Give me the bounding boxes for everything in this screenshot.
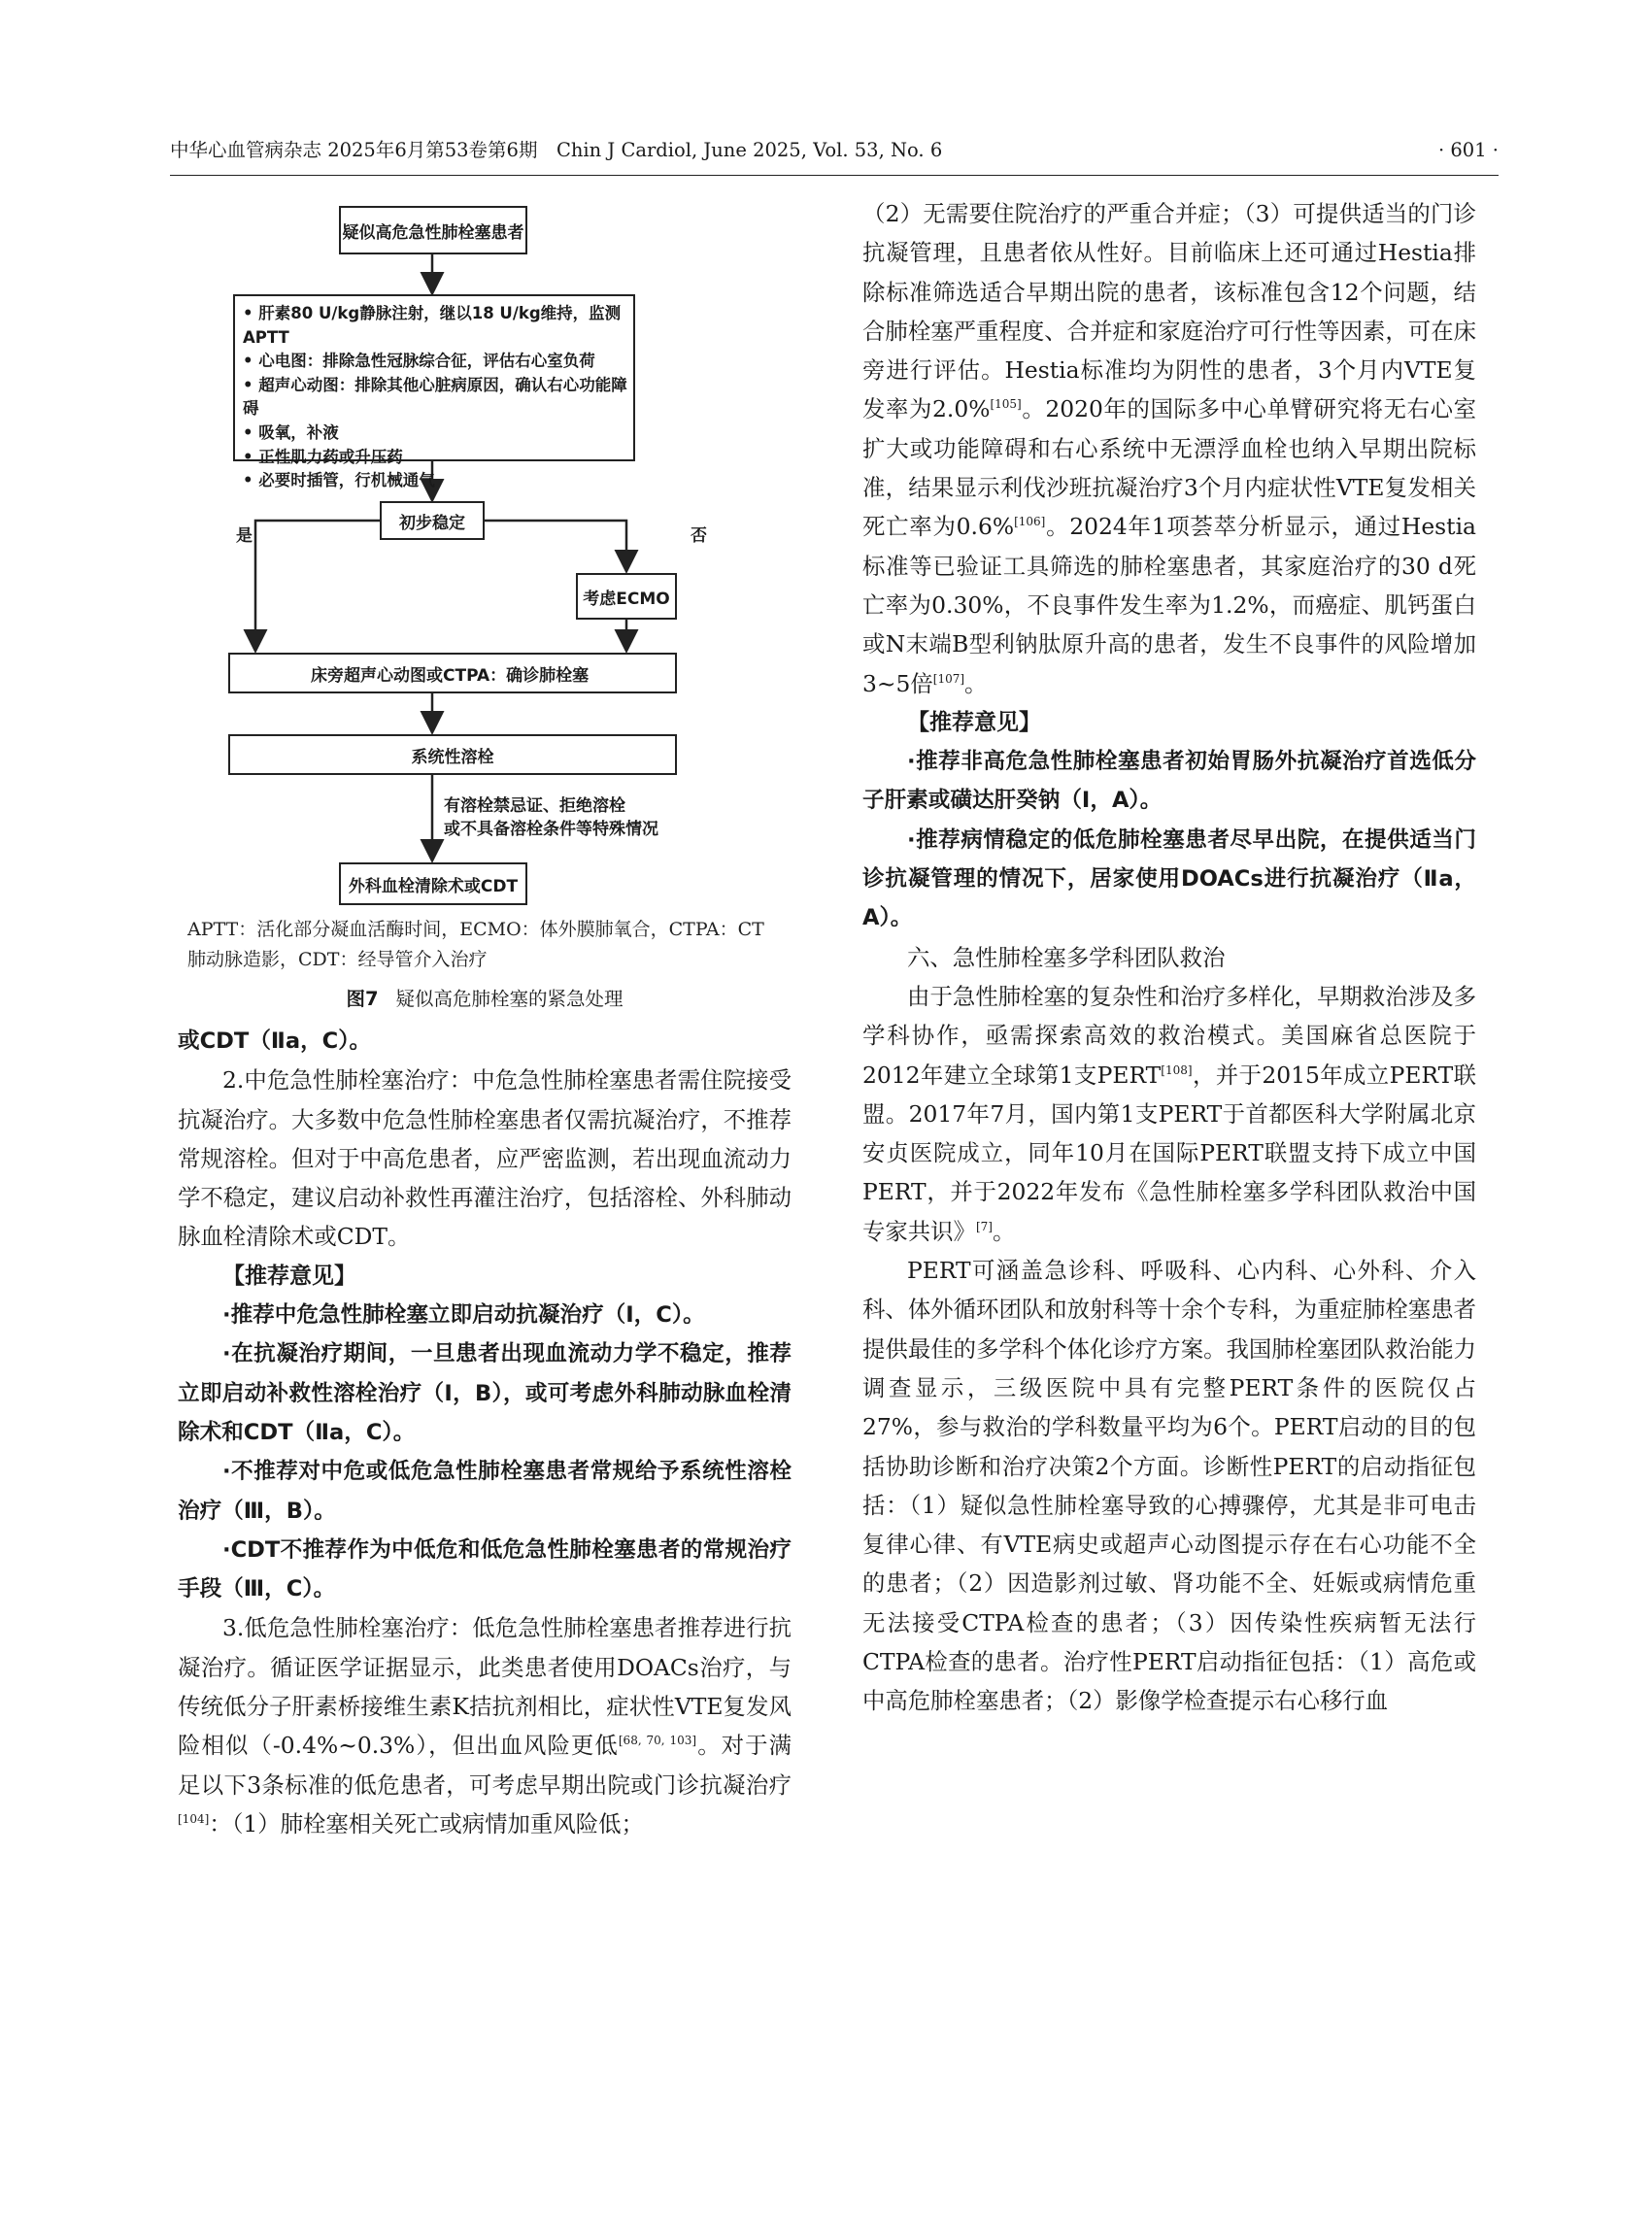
section-heading: 六、急性肺栓塞多学科团队救治 [907, 943, 1226, 971]
list-item: • 正性肌力药或升压药 [243, 446, 633, 470]
paragraph-early-discharge [862, 194, 1476, 703]
running-header [170, 134, 1499, 167]
text-run: 。 [992, 1217, 1016, 1245]
recommendation-heading: 【推荐意见】 [907, 709, 1041, 735]
consider-ecmo-box: 考虑ECMO [576, 573, 677, 620]
recommendation-item: ·CDT不推荐作为中低危和低危急性肺栓塞患者的常规治疗手段（Ⅲ，C）。 [178, 1536, 792, 1602]
citation: [105] [990, 397, 1022, 412]
figure-caption [178, 984, 792, 1011]
text-run: 3.低危急性肺栓塞治疗：低危急性肺栓塞患者推荐进行抗凝治疗。循证医学证据显示，此类患者使用DOACs治疗，与传统低分子肝素桥接维生素K拮抗剂相比，症状性VTE复发风险相似（-0.4%~0.3%），但出血风险更低 [178, 1614, 792, 1760]
text-run: （2）无需要住院治疗的严重合并症；（3）可提供适当的门诊抗凝管理，且患者依从性好。目前临床上还可通过Hestia排除标准筛选适合早期出院的患者，该标准包含12个问题，结合肺栓塞严重程度、合并症和家庭治疗可行性等因素，可在床旁进行评估。Hestia标准均为阴性的患者，3个月内VTE复发率为2.0% [862, 200, 1476, 423]
bedside-echo-ctpa-box: 床旁超声心动图或CTPA：确诊肺栓塞 [228, 653, 677, 693]
paragraph-pert-scope: PERT可涵盖急诊科、呼吸科、心内科、心外科、介入科、体外循环团队和放射科等十余个专科，为重症肺栓塞患者提供最佳的多学科个体化诊疗方案。我国肺栓塞团队救治能力调查显示，三级医院中具有完整PERT条件的医院仅占27%，参与救治的学科数量平均为6个。PERT启动的目的包括协助诊断和治疗决策2个方面。诊断性PERT的启动指征包括：（1）疑似急性肺栓塞导致的心搏骤停，尤其是非可电击复律心律、有VTE病史或超声心动图提示存在右心功能不全的患者；（2）因造影剂过敏、肾功能不全、妊娠或病情危重无法接受CTPA检查的患者；（3）因传染性疾病暂无法行CTPA检查的患者。治疗性PERT启动指征包括：（1）高危或中高危肺栓塞患者；（2）影像学检查提示右心移行血 [862, 1257, 1476, 1715]
citation: [106] [1014, 515, 1046, 529]
citation: [7] [975, 1219, 993, 1233]
list-item: • 必要时插管，行机械通气 [243, 469, 633, 493]
paragraph-intermediate-risk: 2.中危急性肺栓塞治疗：中危急性肺栓塞患者需住院接受抗凝治疗。大多数中危急性肺栓塞患者仅需抗凝治疗，不推荐常规溶栓。但对于中高危患者，应严密监测，若出现血流动力学不稳定，建议启动补救性再灌注治疗，包括溶栓、外科肺动脉血栓清除术或CDT。 [178, 1066, 792, 1251]
recommendation-item: ·在抗凝治疗期间，一旦患者出现血流动力学不稳定，推荐立即启动补救性溶栓治疗（Ⅰ，B），或可考虑外科肺动脉血栓清除术和CDT（Ⅱa，C）。 [178, 1341, 792, 1445]
paragraph-pert-history [862, 977, 1476, 1251]
paragraph-low-risk [178, 1608, 792, 1843]
list-item: • 心电图：排除急性冠脉综合征，评估右心室负荷 [243, 350, 633, 374]
list-item: • 吸氧，补液 [243, 421, 633, 446]
text-run: ：（1）肺栓塞相关死亡或病情加重风险低； [209, 1809, 644, 1837]
surgical-embolectomy-cdt-box: 外科血栓清除术或CDT [339, 862, 527, 905]
initial-management-box [233, 294, 635, 490]
recommendation-item: ·不推荐对中危或低危急性肺栓塞患者常规给予系统性溶栓治疗（Ⅲ，B）。 [178, 1459, 792, 1524]
recommendation-item: ·推荐病情稳定的低危肺栓塞患者尽早出院，在提供适当门诊抗凝管理的情况下，居家使用DOACs进行抗凝治疗（Ⅱa，A）。 [862, 826, 1476, 931]
no-label: 否 [691, 526, 707, 546]
list-item: • 肝素80 U/kg静脉注射，继以18 U/kg维持，监测APTT [243, 302, 633, 350]
text-run: 。 [964, 669, 988, 697]
citation: [104] [178, 1811, 210, 1826]
contraindication-label-2: 或不具备溶栓条件等特殊情况 [444, 820, 658, 839]
initial-stabilization-box: 初步稳定 [380, 501, 485, 540]
recommendation-item: ·推荐非高危急性肺栓塞患者初始胃肠外抗凝治疗首选低分子肝素或磺达肝癸钠（Ⅰ，A）。 [862, 749, 1476, 814]
citation: [68, 70, 103] [618, 1734, 697, 1748]
right-column [862, 194, 1476, 1721]
text-run: 。2020年的国际多中心单臂研究将无右心室扩大或功能障碍和右心系统中无漂浮血栓也纳入早期出院标准，结果显示利伐沙班抗凝治疗3个月内症状性VTE复发相关死亡率为0.6% [862, 395, 1476, 541]
figure-title: 疑似高危肺栓塞的紧急处理 [395, 988, 624, 1010]
text-run: ，并于2015年成立PERT联盟。2017年7月，国内第1支PERT于首都医科大学附属北京安贞医院成立，同年10月在国际PERT联盟支持下成立中国PERT，并于2022年发布《急性肺栓塞多学科团队救治中国专家共识》 [862, 1061, 1476, 1245]
arrow-yes [255, 521, 380, 649]
yes-label: 是 [236, 526, 253, 546]
list-item: • 超声心动图：排除其他心脏病原因，确认右心功能障碍 [243, 374, 633, 421]
text-run: 。对于满足以下3条标准的低危患者，可考虑早期出院或门诊抗凝治疗 [178, 1732, 792, 1799]
citation: [108] [1161, 1062, 1193, 1077]
journal-citation: 中华心血管病杂志 2025年6月第53卷第6期 Chin J Cardiol, June 2025, Vol. 53, No. 6 [170, 139, 943, 161]
figure-note-line: APTT：活化部分凝血活酶时间，ECMO：体外膜肺氧合，CTPA：CT [187, 919, 764, 940]
figure-note [187, 915, 790, 975]
page-number: · 601 · [1437, 139, 1499, 161]
arrow-no [485, 521, 626, 569]
left-column [178, 194, 792, 1843]
recommendation-item: ·推荐中危急性肺栓塞立即启动抗凝治疗（Ⅰ，C）。 [222, 1302, 705, 1329]
paragraph-continuation: 或CDT（Ⅱa，C）。 [178, 1028, 372, 1054]
text-run: 由于急性肺栓塞的复杂性和治疗多样化，早期救治涉及多学科协作，亟需探索高效的救治模式。美国麻省总医院于2012年建立全球第1支PERT [862, 982, 1476, 1089]
figure-number: 图7 [346, 988, 379, 1010]
figure-note-line: 肺动脉造影，CDT：经导管介入治疗 [187, 949, 488, 970]
citation: [107] [932, 671, 965, 686]
header-rule [170, 175, 1499, 176]
recommendation-heading: 【推荐意见】 [222, 1263, 356, 1289]
suspected-high-risk-box: 疑似高危急性肺栓塞患者 [339, 206, 527, 254]
contraindication-label-1: 有溶栓禁忌证、拒绝溶栓 [444, 796, 625, 816]
figure-7 [178, 194, 792, 1020]
systemic-thrombolysis-box: 系统性溶栓 [228, 734, 677, 775]
text-run: 。2024年1项荟萃分析显示，通过Hestia标准等已验证工具筛选的肺栓塞患者，其家庭治疗的30 d死亡率为0.30%，不良事件发生率为1.2%，而癌症、肌钙蛋白或N末端B型利钠肽原升高的患者，发生不良事件的风险增加3~5倍 [862, 513, 1476, 697]
